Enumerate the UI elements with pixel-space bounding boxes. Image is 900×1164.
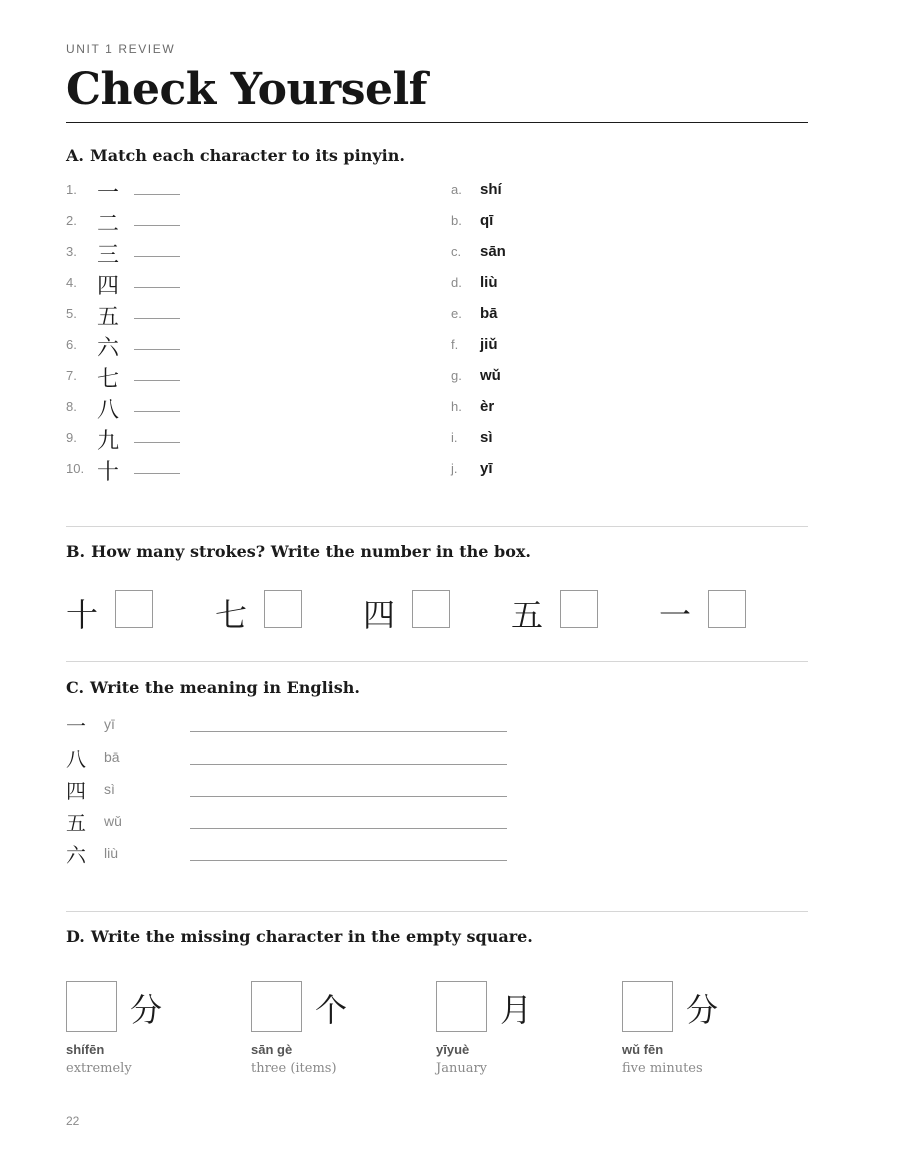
answer-blank[interactable] xyxy=(134,225,180,226)
option-letter: e. xyxy=(451,306,462,321)
stroke-count-box[interactable] xyxy=(708,590,746,628)
section-c-heading xyxy=(66,678,360,697)
meaning-answer-line[interactable] xyxy=(190,860,507,861)
meaning-character: 四 xyxy=(66,779,86,803)
given-character: 月 xyxy=(500,991,533,1029)
meaning-character: 一 xyxy=(66,714,86,738)
match-row xyxy=(66,455,808,485)
item-number: 3. xyxy=(66,244,77,259)
missing-character-box[interactable] xyxy=(251,981,302,1032)
answer-blank[interactable] xyxy=(134,318,180,319)
answer-blank[interactable] xyxy=(134,473,180,474)
answer-blank[interactable] xyxy=(134,256,180,257)
item-character: 九 xyxy=(97,429,120,454)
section-divider xyxy=(66,661,808,662)
meaning-pinyin: yī xyxy=(104,716,115,732)
meaning-character: 八 xyxy=(66,747,86,771)
match-row xyxy=(66,238,808,268)
item-number: 1. xyxy=(66,182,77,197)
item-character: 五 xyxy=(97,305,120,330)
meaning-answer-line[interactable] xyxy=(190,731,507,732)
meaning-pinyin: liù xyxy=(104,845,119,861)
stroke-character: 一 xyxy=(659,596,692,634)
section-c-letter: C. xyxy=(66,678,85,697)
stroke-count-box[interactable] xyxy=(412,590,450,628)
stroke-count-box[interactable] xyxy=(264,590,302,628)
meaning-answer-line[interactable] xyxy=(190,796,507,797)
word-pinyin: sān gè xyxy=(251,1042,293,1057)
word-pinyin: yīyuè xyxy=(436,1042,470,1057)
stroke-count-box[interactable] xyxy=(115,590,153,628)
item-number: 2. xyxy=(66,213,77,228)
title-divider xyxy=(66,122,808,123)
option-pinyin: liù xyxy=(480,274,498,291)
option-pinyin: qī xyxy=(480,212,494,229)
match-row xyxy=(66,300,808,330)
page-number: 22 xyxy=(66,1114,80,1128)
item-character: 一 xyxy=(97,181,120,206)
section-b-instruction: How many strokes? Write the number in the box. xyxy=(91,542,531,561)
meaning-pinyin: wǔ xyxy=(104,813,122,829)
option-pinyin: sān xyxy=(480,243,506,260)
answer-blank[interactable] xyxy=(134,380,180,381)
meaning-answer-line[interactable] xyxy=(190,764,507,765)
match-row xyxy=(66,331,808,361)
missing-character-box[interactable] xyxy=(436,981,487,1032)
meaning-character: 五 xyxy=(66,811,86,835)
match-row xyxy=(66,362,808,392)
page-title: Check Yourself xyxy=(66,64,428,115)
meaning-character: 六 xyxy=(66,843,86,867)
item-character: 二 xyxy=(97,212,120,237)
meaning-pinyin: sì xyxy=(104,781,115,797)
match-row xyxy=(66,207,808,237)
meaning-row xyxy=(66,743,566,775)
section-a-instruction: Match each character to its pinyin. xyxy=(89,146,405,165)
section-divider xyxy=(66,526,808,527)
item-number: 7. xyxy=(66,368,77,383)
option-letter: f. xyxy=(451,337,459,352)
meaning-row xyxy=(66,775,566,807)
unit-label: UNIT 1 REVIEW xyxy=(66,42,176,56)
section-d-heading xyxy=(66,927,533,946)
option-pinyin: bā xyxy=(480,305,498,322)
answer-blank[interactable] xyxy=(134,411,180,412)
item-number: 8. xyxy=(66,399,77,414)
option-letter: g. xyxy=(451,368,462,383)
missing-character-box[interactable] xyxy=(622,981,673,1032)
item-character: 七 xyxy=(97,367,120,392)
section-a-heading xyxy=(66,146,405,165)
meaning-row xyxy=(66,839,566,871)
item-character: 十 xyxy=(97,460,120,485)
meaning-pinyin: bā xyxy=(104,749,120,765)
option-letter: j. xyxy=(451,461,458,476)
option-letter: d. xyxy=(451,275,462,290)
given-character: 分 xyxy=(686,991,719,1029)
item-character: 六 xyxy=(97,336,120,361)
section-c-instruction: Write the meaning in English. xyxy=(90,678,360,697)
answer-blank[interactable] xyxy=(134,194,180,195)
given-character: 分 xyxy=(130,991,163,1029)
word-meaning: January xyxy=(436,1061,488,1076)
option-letter: b. xyxy=(451,213,462,228)
match-row xyxy=(66,393,808,423)
section-divider xyxy=(66,911,808,912)
option-pinyin: yī xyxy=(480,460,493,477)
given-character: 个 xyxy=(315,991,348,1029)
answer-blank[interactable] xyxy=(134,442,180,443)
answer-blank[interactable] xyxy=(134,287,180,288)
item-number: 10. xyxy=(66,461,85,476)
section-d-instruction: Write the missing character in the empty square. xyxy=(90,927,533,946)
section-b-letter: B. xyxy=(66,542,86,561)
item-number: 4. xyxy=(66,275,77,290)
option-pinyin: sì xyxy=(480,429,493,446)
answer-blank[interactable] xyxy=(134,349,180,350)
meaning-answer-line[interactable] xyxy=(190,828,507,829)
stroke-character: 四 xyxy=(363,596,396,634)
option-letter: a. xyxy=(451,182,462,197)
item-number: 6. xyxy=(66,337,77,352)
meaning-row xyxy=(66,710,566,742)
missing-character-box[interactable] xyxy=(66,981,117,1032)
item-character: 四 xyxy=(97,274,120,299)
item-number: 5. xyxy=(66,306,77,321)
item-number: 9. xyxy=(66,430,77,445)
option-pinyin: jiǔ xyxy=(480,336,498,353)
match-row xyxy=(66,424,808,454)
word-pinyin: wǔ fēn xyxy=(622,1042,664,1057)
word-meaning: three (items) xyxy=(251,1061,337,1076)
match-row xyxy=(66,176,808,206)
word-meaning: extremely xyxy=(66,1061,132,1076)
stroke-character: 五 xyxy=(511,596,544,634)
option-letter: h. xyxy=(451,399,462,414)
stroke-character: 七 xyxy=(215,596,248,634)
item-character: 三 xyxy=(97,243,120,268)
word-pinyin: shífēn xyxy=(66,1042,105,1057)
section-a-letter: A. xyxy=(66,146,84,165)
option-pinyin: èr xyxy=(480,398,495,415)
option-pinyin: wǔ xyxy=(480,367,501,384)
section-d-letter: D. xyxy=(66,927,85,946)
option-letter: i. xyxy=(451,430,458,445)
meaning-row xyxy=(66,807,566,839)
stroke-character: 十 xyxy=(66,596,99,634)
option-letter: c. xyxy=(451,244,462,259)
word-meaning: five minutes xyxy=(622,1061,703,1076)
section-b-heading xyxy=(66,542,531,561)
item-character: 八 xyxy=(97,398,120,423)
match-row xyxy=(66,269,808,299)
stroke-count-box[interactable] xyxy=(560,590,598,628)
option-pinyin: shí xyxy=(480,181,502,198)
